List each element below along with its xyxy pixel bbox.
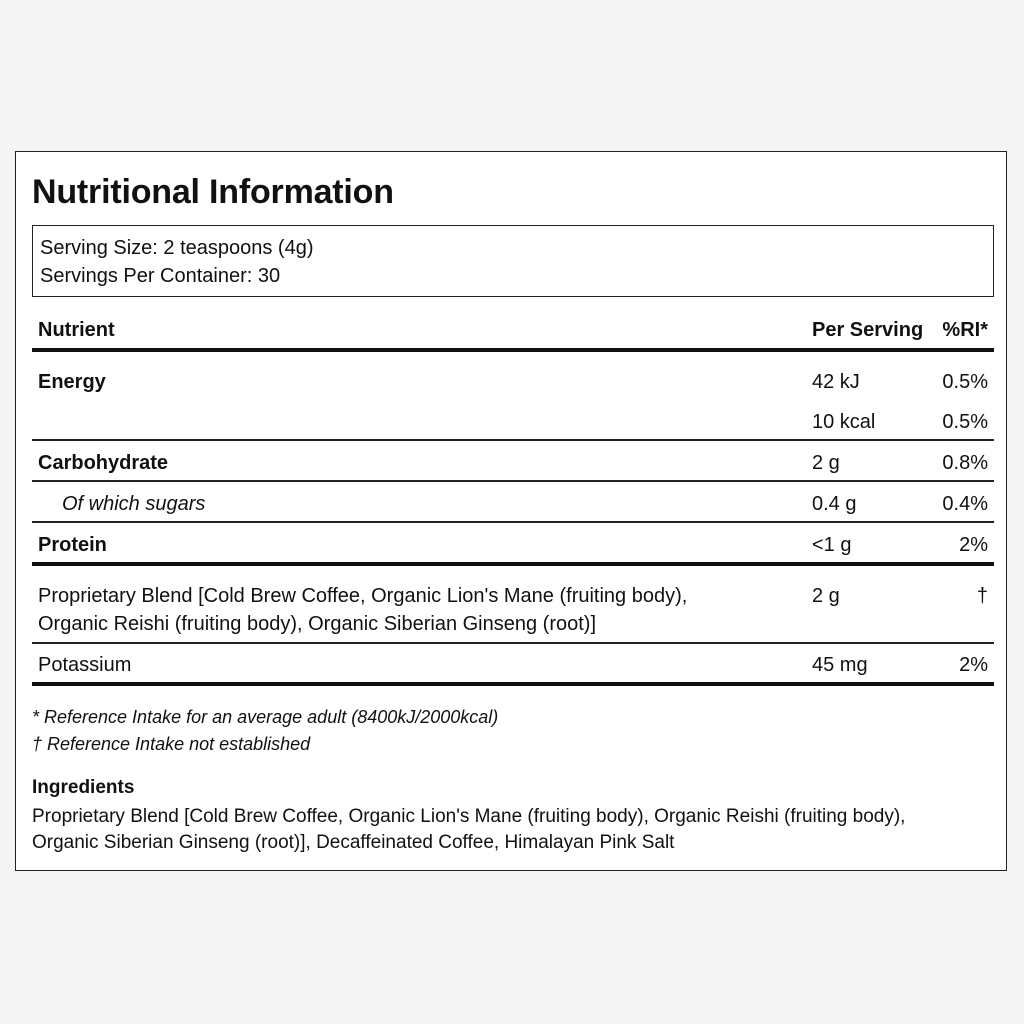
- header-divider: [32, 348, 994, 352]
- per-serving-sugars: 0.4 g: [812, 493, 857, 515]
- row-divider: [32, 480, 994, 482]
- table-bottom-divider: [32, 682, 994, 686]
- per-serving-potassium: 45 mg: [812, 654, 868, 676]
- nutrient-name-blend-line1: Proprietary Blend [Cold Brew Coffee, Organic Lion's Mane (fruiting body),: [38, 585, 688, 607]
- ri-energy-kj: 0.5%: [942, 371, 988, 393]
- nutrient-name-carbohydrate: Carbohydrate: [38, 452, 169, 474]
- footnote-ri: * Reference Intake for an average adult (8400kJ/2000kcal): [32, 707, 499, 727]
- per-serving-energy-kcal: 10 kcal: [812, 411, 876, 433]
- row-divider: [32, 521, 994, 523]
- row-divider: [32, 439, 994, 441]
- nutrition-label: [15, 151, 1007, 871]
- ri-blend: †: [976, 585, 988, 607]
- per-serving-energy-kj: 42 kJ: [812, 371, 860, 393]
- servings-per-container: Servings Per Container: 30: [40, 265, 281, 287]
- header-ri: %RI*: [942, 319, 988, 341]
- section-divider: [32, 562, 994, 566]
- nutrient-name-potassium: Potassium: [38, 654, 132, 676]
- ingredients-title: Ingredients: [32, 777, 135, 798]
- row-divider: [32, 642, 994, 644]
- serving-info-box: [32, 225, 994, 297]
- footnote-dagger: † Reference Intake not established: [32, 734, 311, 754]
- header-nutrient: Nutrient: [38, 319, 115, 341]
- header-per-serving: Per Serving: [812, 319, 924, 341]
- ri-potassium: 2%: [959, 654, 988, 676]
- ri-sugars: 0.4%: [942, 493, 988, 515]
- nutrient-name-sugars: Of which sugars: [62, 493, 206, 515]
- ri-protein: 2%: [959, 534, 988, 556]
- ingredients-line-1: Proprietary Blend [Cold Brew Coffee, Organic Lion's Mane (fruiting body), Organic Reishi (fruiting body),: [32, 806, 906, 827]
- nutrient-name-energy: Energy: [38, 371, 106, 393]
- ri-energy-kcal: 0.5%: [942, 411, 988, 433]
- ingredients-line-2: Organic Siberian Ginseng (root)], Decaffeinated Coffee, Himalayan Pink Salt: [32, 832, 675, 853]
- per-serving-protein: <1 g: [812, 534, 852, 556]
- nutrient-name-blend-line2: Organic Reishi (fruiting body), Organic Siberian Ginseng (root)]: [38, 613, 597, 635]
- per-serving-blend: 2 g: [812, 585, 840, 607]
- nutrient-name-protein: Protein: [38, 534, 107, 556]
- footnotes: [32, 704, 498, 758]
- label-title: Nutritional Information: [32, 173, 394, 211]
- ri-carbohydrate: 0.8%: [942, 452, 988, 474]
- serving-size: Serving Size: 2 teaspoons (4g): [40, 237, 314, 259]
- ingredients-text: [32, 804, 972, 856]
- per-serving-carbohydrate: 2 g: [812, 452, 840, 474]
